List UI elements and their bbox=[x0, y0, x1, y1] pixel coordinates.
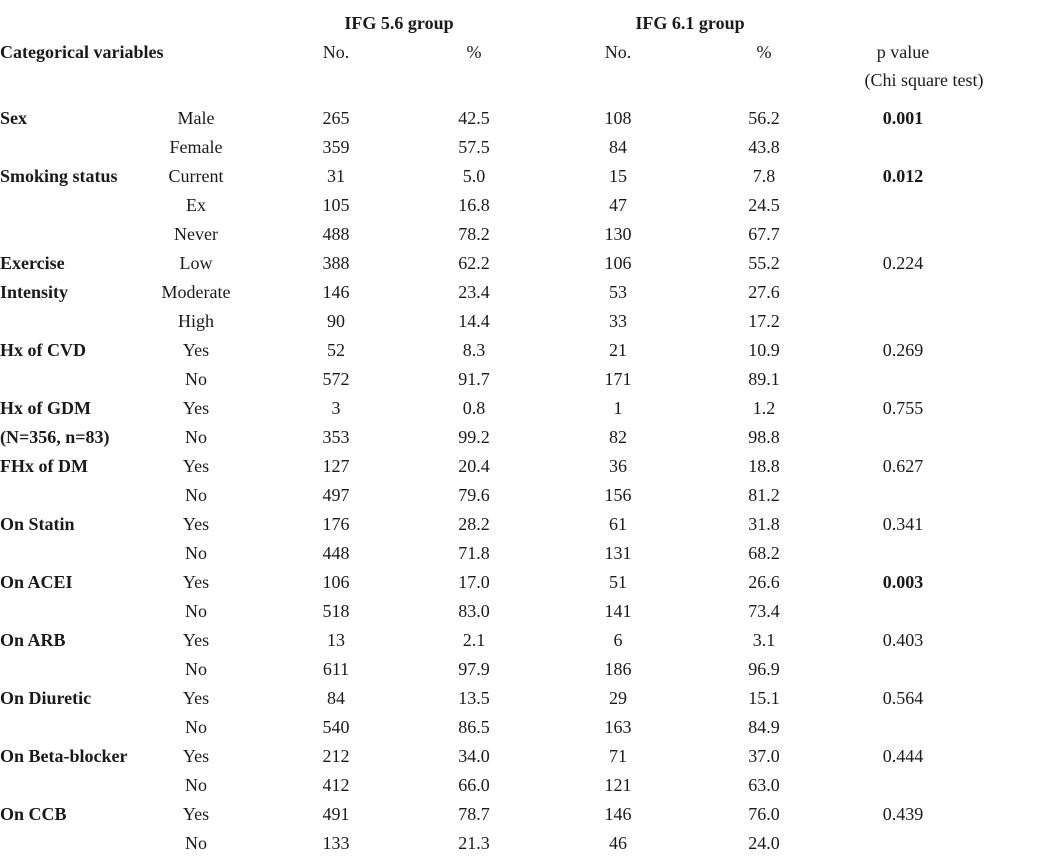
group2-count: 156 bbox=[604, 485, 632, 505]
group1-count: 176 bbox=[322, 514, 350, 534]
table-row bbox=[0, 800, 1051, 829]
group1-count: 611 bbox=[322, 659, 350, 679]
group1-title: IFG 5.6 group bbox=[344, 13, 454, 33]
level-label: Yes bbox=[182, 630, 210, 650]
table-row bbox=[0, 249, 1051, 278]
group2-percent: 67.7 bbox=[748, 224, 780, 244]
table-row bbox=[0, 423, 1051, 452]
group1-count: 540 bbox=[322, 717, 350, 737]
group2-percent: 37.0 bbox=[748, 746, 780, 766]
group1-percent: 17.0 bbox=[458, 572, 490, 592]
group2-count: 186 bbox=[604, 659, 632, 679]
group2-count: 46 bbox=[609, 833, 627, 853]
level-label: Ex bbox=[186, 195, 206, 215]
table-row bbox=[0, 162, 1051, 191]
table-row bbox=[0, 597, 1051, 626]
group2-percent: 96.9 bbox=[748, 659, 780, 679]
group2-percent: 1.2 bbox=[752, 398, 776, 418]
p-value: 0.444 bbox=[882, 746, 924, 766]
level-label: Current bbox=[168, 166, 224, 186]
level-label: Yes bbox=[182, 804, 210, 824]
group1-percent: 71.8 bbox=[458, 543, 490, 563]
level-label: Yes bbox=[182, 514, 210, 534]
table-row bbox=[0, 510, 1051, 539]
level-label: No bbox=[185, 659, 207, 679]
table-row bbox=[0, 191, 1051, 220]
group1-percent: 14.4 bbox=[458, 311, 490, 331]
group1-count: 497 bbox=[322, 485, 350, 505]
group2-count: 51 bbox=[609, 572, 627, 592]
level-label: No bbox=[185, 833, 207, 853]
p-value: 0.269 bbox=[882, 340, 924, 360]
group1-percent: 28.2 bbox=[458, 514, 490, 534]
level-label: Yes bbox=[182, 456, 210, 476]
group2-count: 121 bbox=[604, 775, 632, 795]
table-row bbox=[0, 307, 1051, 336]
group1-percent: 79.6 bbox=[458, 485, 490, 505]
level-label: Female bbox=[169, 137, 223, 157]
level-label: No bbox=[185, 369, 207, 389]
group1-percent: 86.5 bbox=[458, 717, 490, 737]
group1-percent: 2.1 bbox=[462, 630, 486, 650]
level-label: Low bbox=[179, 253, 213, 273]
group2-percent: 55.2 bbox=[748, 253, 780, 273]
group1-percent: 42.5 bbox=[458, 108, 490, 128]
group1-count: 105 bbox=[322, 195, 350, 215]
group2-count: 130 bbox=[604, 224, 632, 244]
variable-name: Sex bbox=[0, 108, 27, 128]
group2-pct-header: % bbox=[756, 42, 772, 62]
group2-percent: 84.9 bbox=[748, 717, 780, 737]
group2-count: 53 bbox=[609, 282, 627, 302]
pvalue-header: p value bbox=[876, 42, 930, 62]
table-row bbox=[0, 336, 1051, 365]
group2-percent: 15.1 bbox=[748, 688, 780, 708]
group1-count: 388 bbox=[322, 253, 350, 273]
group2-count: 1 bbox=[613, 398, 623, 418]
categorical-variables-label: Categorical variables bbox=[0, 42, 164, 62]
group1-percent: 20.4 bbox=[458, 456, 490, 476]
group1-count: 52 bbox=[327, 340, 345, 360]
table-row bbox=[0, 684, 1051, 713]
level-label: No bbox=[185, 775, 207, 795]
table-row bbox=[0, 220, 1051, 249]
group1-percent: 91.7 bbox=[458, 369, 490, 389]
level-label: Yes bbox=[182, 746, 210, 766]
group2-percent: 63.0 bbox=[748, 775, 780, 795]
level-label: No bbox=[185, 601, 207, 621]
group2-count: 29 bbox=[609, 688, 627, 708]
group2-count: 106 bbox=[604, 253, 632, 273]
table-row bbox=[0, 771, 1051, 800]
group1-count: 265 bbox=[322, 108, 350, 128]
group1-count: 146 bbox=[322, 282, 350, 302]
group2-count: 15 bbox=[609, 166, 627, 186]
level-label: Yes bbox=[182, 398, 210, 418]
group1-count: 133 bbox=[322, 833, 350, 853]
group2-count: 141 bbox=[604, 601, 632, 621]
group1-count: 518 bbox=[322, 601, 350, 621]
p-value: 0.001 bbox=[882, 108, 924, 128]
variable-name: Exercise bbox=[0, 253, 65, 273]
group2-percent: 17.2 bbox=[748, 311, 780, 331]
p-value: 0.627 bbox=[882, 456, 924, 476]
group2-percent: 68.2 bbox=[748, 543, 780, 563]
variable-name: On Statin bbox=[0, 514, 75, 534]
group2-count: 82 bbox=[609, 427, 627, 447]
p-value: 0.403 bbox=[882, 630, 924, 650]
table-row bbox=[0, 133, 1051, 162]
table-row bbox=[0, 829, 1051, 858]
group1-pct-header: % bbox=[466, 42, 482, 62]
group1-count: 491 bbox=[322, 804, 350, 824]
group2-count: 6 bbox=[613, 630, 623, 650]
group1-count: 488 bbox=[322, 224, 350, 244]
variable-name: On ACEI bbox=[0, 572, 73, 592]
table-row bbox=[0, 452, 1051, 481]
group2-count: 61 bbox=[609, 514, 627, 534]
group1-count: 106 bbox=[322, 572, 350, 592]
table-row bbox=[0, 394, 1051, 423]
group2-percent: 81.2 bbox=[748, 485, 780, 505]
group2-percent: 18.8 bbox=[748, 456, 780, 476]
level-label: No bbox=[185, 427, 207, 447]
group2-percent: 56.2 bbox=[748, 108, 780, 128]
group1-percent: 78.7 bbox=[458, 804, 490, 824]
level-label: Yes bbox=[182, 688, 210, 708]
table-body bbox=[0, 104, 1051, 858]
pvalue-subheader: (Chi square test) bbox=[864, 70, 984, 90]
table-row bbox=[0, 626, 1051, 655]
group2-percent: 3.1 bbox=[752, 630, 776, 650]
group1-count: 13 bbox=[327, 630, 345, 650]
group2-count: 131 bbox=[604, 543, 632, 563]
p-value: 0.224 bbox=[882, 253, 924, 273]
variable-name: Intensity bbox=[0, 282, 69, 302]
group1-count: 353 bbox=[322, 427, 350, 447]
level-label: No bbox=[185, 485, 207, 505]
group2-percent: 98.8 bbox=[748, 427, 780, 447]
group2-count: 171 bbox=[604, 369, 632, 389]
group2-count: 36 bbox=[609, 456, 627, 476]
group1-count: 572 bbox=[322, 369, 350, 389]
group1-percent: 16.8 bbox=[458, 195, 490, 215]
group2-percent: 7.8 bbox=[752, 166, 776, 186]
table-row bbox=[0, 568, 1051, 597]
group2-percent: 26.6 bbox=[748, 572, 780, 592]
variable-name: Hx of CVD bbox=[0, 340, 86, 360]
group1-count: 212 bbox=[322, 746, 350, 766]
variable-name: On Beta-blocker bbox=[0, 746, 128, 766]
table-row bbox=[0, 655, 1051, 684]
level-label: Yes bbox=[182, 572, 210, 592]
p-value: 0.003 bbox=[882, 572, 924, 592]
group2-no-header: No. bbox=[604, 42, 632, 62]
group1-no-header: No. bbox=[322, 42, 350, 62]
group1-percent: 66.0 bbox=[458, 775, 490, 795]
group1-percent: 99.2 bbox=[458, 427, 490, 447]
group1-percent: 23.4 bbox=[458, 282, 490, 302]
table-row bbox=[0, 278, 1051, 307]
group2-title: IFG 6.1 group bbox=[635, 13, 745, 33]
group2-count: 71 bbox=[609, 746, 627, 766]
level-label: No bbox=[185, 717, 207, 737]
table-row bbox=[0, 104, 1051, 133]
group1-count: 359 bbox=[322, 137, 350, 157]
group2-count: 163 bbox=[604, 717, 632, 737]
group1-count: 412 bbox=[322, 775, 350, 795]
group1-percent: 34.0 bbox=[458, 746, 490, 766]
table-row bbox=[0, 481, 1051, 510]
level-label: Male bbox=[177, 108, 215, 128]
p-value: 0.341 bbox=[882, 514, 924, 534]
group1-percent: 83.0 bbox=[458, 601, 490, 621]
group2-percent: 89.1 bbox=[748, 369, 780, 389]
level-label: Yes bbox=[182, 340, 210, 360]
group1-percent: 78.2 bbox=[458, 224, 490, 244]
group2-percent: 24.0 bbox=[748, 833, 780, 853]
p-value: 0.012 bbox=[882, 166, 924, 186]
table-row bbox=[0, 365, 1051, 394]
group2-percent: 27.6 bbox=[748, 282, 780, 302]
group2-count: 84 bbox=[609, 137, 627, 157]
group2-count: 47 bbox=[609, 195, 627, 215]
group1-count: 448 bbox=[322, 543, 350, 563]
group1-percent: 21.3 bbox=[458, 833, 490, 853]
variable-name: On Diuretic bbox=[0, 688, 92, 708]
variable-name: (N=356, n=83) bbox=[0, 427, 110, 447]
group1-percent: 5.0 bbox=[462, 166, 486, 186]
table-row bbox=[0, 539, 1051, 568]
group1-percent: 0.8 bbox=[462, 398, 486, 418]
group1-percent: 13.5 bbox=[458, 688, 490, 708]
variable-name: On CCB bbox=[0, 804, 67, 824]
variable-name: Smoking status bbox=[0, 166, 118, 186]
group1-count: 31 bbox=[327, 166, 345, 186]
group2-count: 146 bbox=[604, 804, 632, 824]
level-label: No bbox=[185, 543, 207, 563]
group1-count: 90 bbox=[327, 311, 345, 331]
table-row bbox=[0, 713, 1051, 742]
variable-name: Hx of GDM bbox=[0, 398, 91, 418]
group2-count: 33 bbox=[609, 311, 627, 331]
group2-percent: 31.8 bbox=[748, 514, 780, 534]
group2-percent: 76.0 bbox=[748, 804, 780, 824]
level-label: High bbox=[178, 311, 214, 331]
group2-count: 21 bbox=[609, 340, 627, 360]
variable-name: On ARB bbox=[0, 630, 66, 650]
p-value: 0.564 bbox=[882, 688, 924, 708]
group1-count: 127 bbox=[322, 456, 350, 476]
level-label: Moderate bbox=[161, 282, 231, 302]
p-value: 0.755 bbox=[882, 398, 924, 418]
group1-count: 3 bbox=[331, 398, 341, 418]
group2-percent: 43.8 bbox=[748, 137, 780, 157]
p-value: 0.439 bbox=[882, 804, 924, 824]
group2-percent: 10.9 bbox=[748, 340, 780, 360]
group2-percent: 24.5 bbox=[748, 195, 780, 215]
group1-percent: 8.3 bbox=[462, 340, 486, 360]
group1-percent: 57.5 bbox=[458, 137, 490, 157]
level-label: Never bbox=[174, 224, 218, 244]
group2-percent: 73.4 bbox=[748, 601, 780, 621]
group1-percent: 97.9 bbox=[458, 659, 490, 679]
table-row bbox=[0, 742, 1051, 771]
group1-percent: 62.2 bbox=[458, 253, 490, 273]
variable-name: FHx of DM bbox=[0, 456, 88, 476]
group2-count: 108 bbox=[604, 108, 632, 128]
group1-count: 84 bbox=[327, 688, 345, 708]
